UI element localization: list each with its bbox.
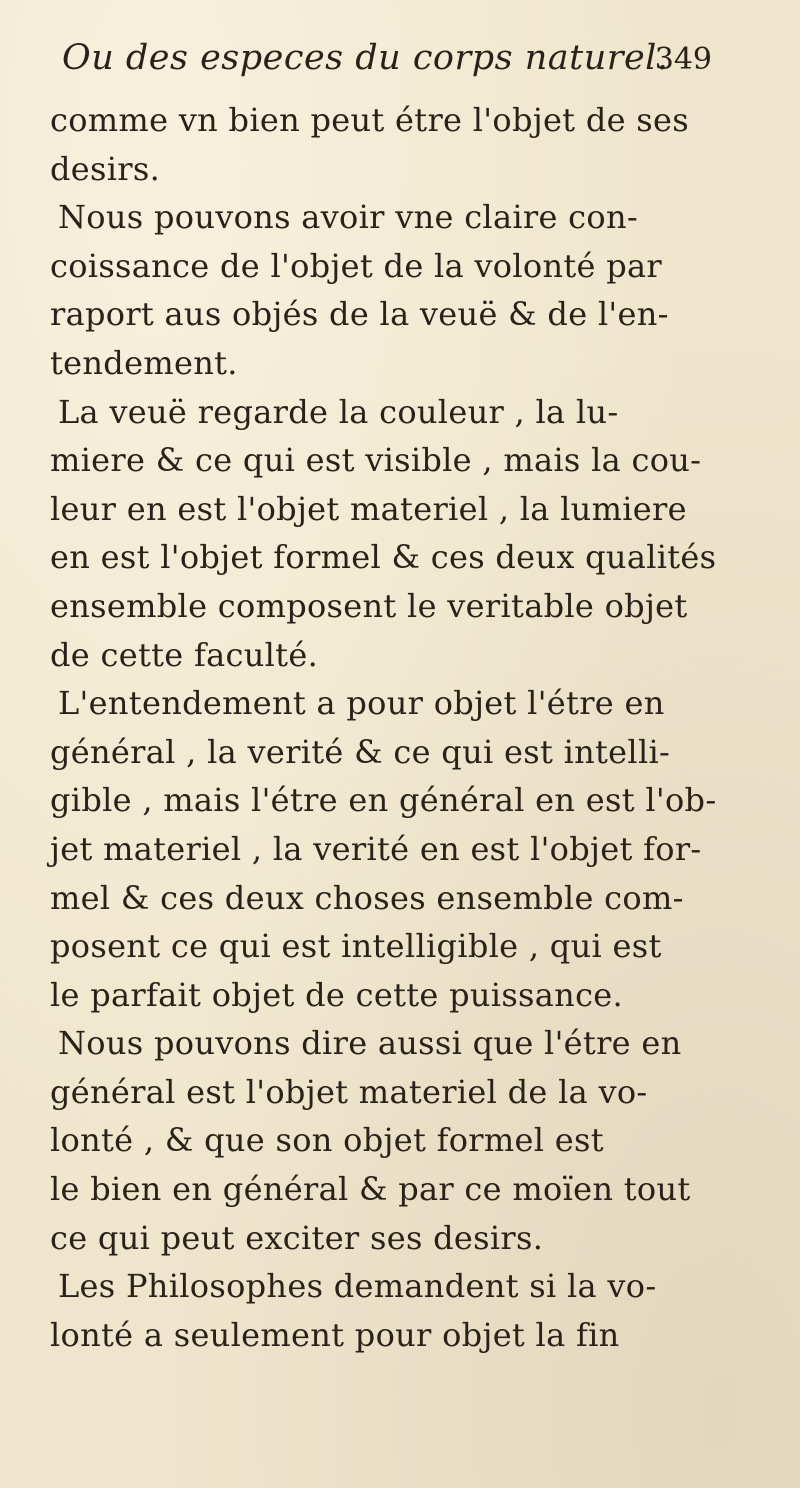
text-line: Nous pouvons dire aussi que l'étre en [58,1024,682,1063]
text-line: de cette faculté. [50,635,319,674]
text-line: raport aus objés de la veuë & de l'en- [50,295,669,334]
text-line: le parfait objet de cette puissance. [50,975,624,1014]
text-line: desirs. [50,149,161,188]
text-line: Les Philosophes demandent si la vo- [58,1267,657,1306]
text-line: général est l'objet materiel de la vo- [50,1072,648,1111]
text-line: lonté a seulement pour objet la fin [50,1315,620,1354]
text-line: L'entendement a pour objet l'étre en [58,684,665,723]
text-line: ce qui peut exciter ses desirs. [50,1218,544,1257]
text-line: lonté , & que son objet formel est [50,1121,604,1160]
text-line: leur en est l'objet materiel , la lumiere [50,489,687,528]
running-title: Ou des especes du corps naturel. [62,38,669,78]
text-line: ensemble composent le veritable objet [50,586,688,625]
running-head [62,38,762,88]
text-line: tendement. [50,343,238,382]
text-line: coissance de l'objet de la volonté par [50,246,663,285]
text-line: La veuë regarde la couleur , la lu- [58,392,619,431]
text-line: mel & ces deux choses ensemble com- [50,878,684,917]
text-line: posent ce qui est intelligible , qui est [50,927,662,966]
text-line: comme vn bien peut étre l'objet de ses [50,101,689,139]
text-line: Nous pouvons avoir vne claire con- [58,198,638,237]
page-number: 349 [654,42,712,77]
text-line: en est l'objet formel & ces deux qualités [50,538,717,577]
text-line: général , la verité & ce qui est intelli- [50,732,671,771]
text-line: gible , mais l'étre en général en est l'ob- [50,781,717,820]
text-line: miere & ce qui est visible , mais la cou- [50,441,702,480]
text-line: jet materiel , la verité en est l'objet for- [50,829,702,868]
body-text [50,96,760,1359]
text-line: le bien en général & par ce moïen tout [50,1170,691,1209]
